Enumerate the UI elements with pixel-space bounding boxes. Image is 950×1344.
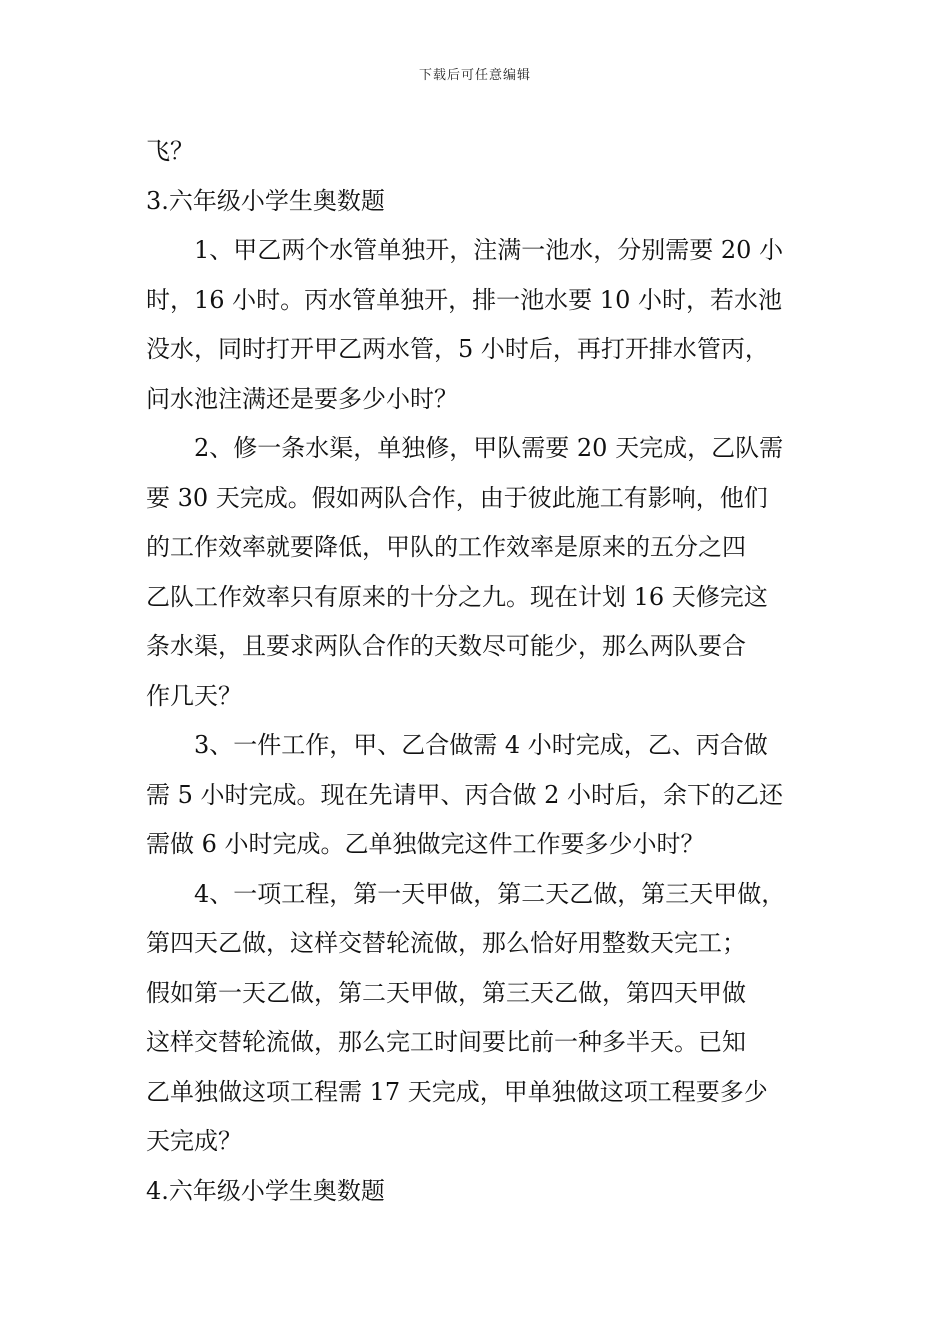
problem-3-line: 3、一件工作，甲、乙合做需 4 小时完成，乙、丙合做: [194, 731, 768, 759]
problem-1-line: 没水，同时打开甲乙两水管，5 小时后，再打开排水管丙，: [146, 335, 769, 363]
section-heading: 4.六年级小学生奥数题: [146, 1176, 385, 1205]
problem-2-line: 2、修一条水渠，单独修，甲队需要 20 天完成，乙队需: [194, 434, 784, 462]
page-header: 下载后可任意编辑: [418, 68, 531, 83]
problem-3-line: 需 5 小时完成。现在先请甲、丙合做 2 小时后，余下的乙还: [146, 780, 784, 809]
problem-2-line: 乙队工作效率只有原来的十分之九。现在计划 16 天修完这: [146, 582, 768, 611]
problem-2-line: 条水渠，且要求两队合作的天数尽可能少，那么两队要合: [146, 632, 746, 660]
problem-4-line: 4、一项工程，第一天甲做，第二天乙做，第三天甲做，: [194, 879, 786, 908]
problem-1-line: 时，16 小时。丙水管单独开，排一池水要 10 小时，若水池: [146, 285, 782, 314]
problem-4-line: 天完成？: [146, 1127, 242, 1155]
problem-1-line: 问水池注满还是要多少小时？: [146, 384, 458, 413]
problem-2-line: 的工作效率就要降低，甲队的工作效率是原来的五分之四: [146, 533, 746, 561]
problem-2-line: 要 30 天完成。假如两队合作，由于彼此施工有影响，他们: [146, 483, 768, 512]
problem-4-line: 乙单独做这项工程需 17 天完成，甲单独做这项工程要多少: [146, 1077, 768, 1106]
problem-4-line: 假如第一天乙做，第二天甲做，第三天乙做，第四天甲做: [146, 978, 746, 1007]
problem-4-line: 第四天乙做，这样交替轮流做，那么恰好用整数天完工；: [146, 929, 746, 957]
section-heading: 3.六年级小学生奥数题: [146, 186, 385, 215]
text-line: 飞？: [146, 137, 194, 165]
document-body: [146, 127, 810, 1216]
problem-2-line: 作几天？: [146, 681, 242, 710]
problem-4-line: 这样交替轮流做，那么完工时间要比前一种多半天。已知: [146, 1028, 746, 1056]
problem-3-line: 需做 6 小时完成。乙单独做完这件工作要多少小时？: [146, 830, 705, 858]
problem-1-line: 1、甲乙两个水管单独开，注满一池水，分别需要 20 小: [194, 236, 784, 264]
